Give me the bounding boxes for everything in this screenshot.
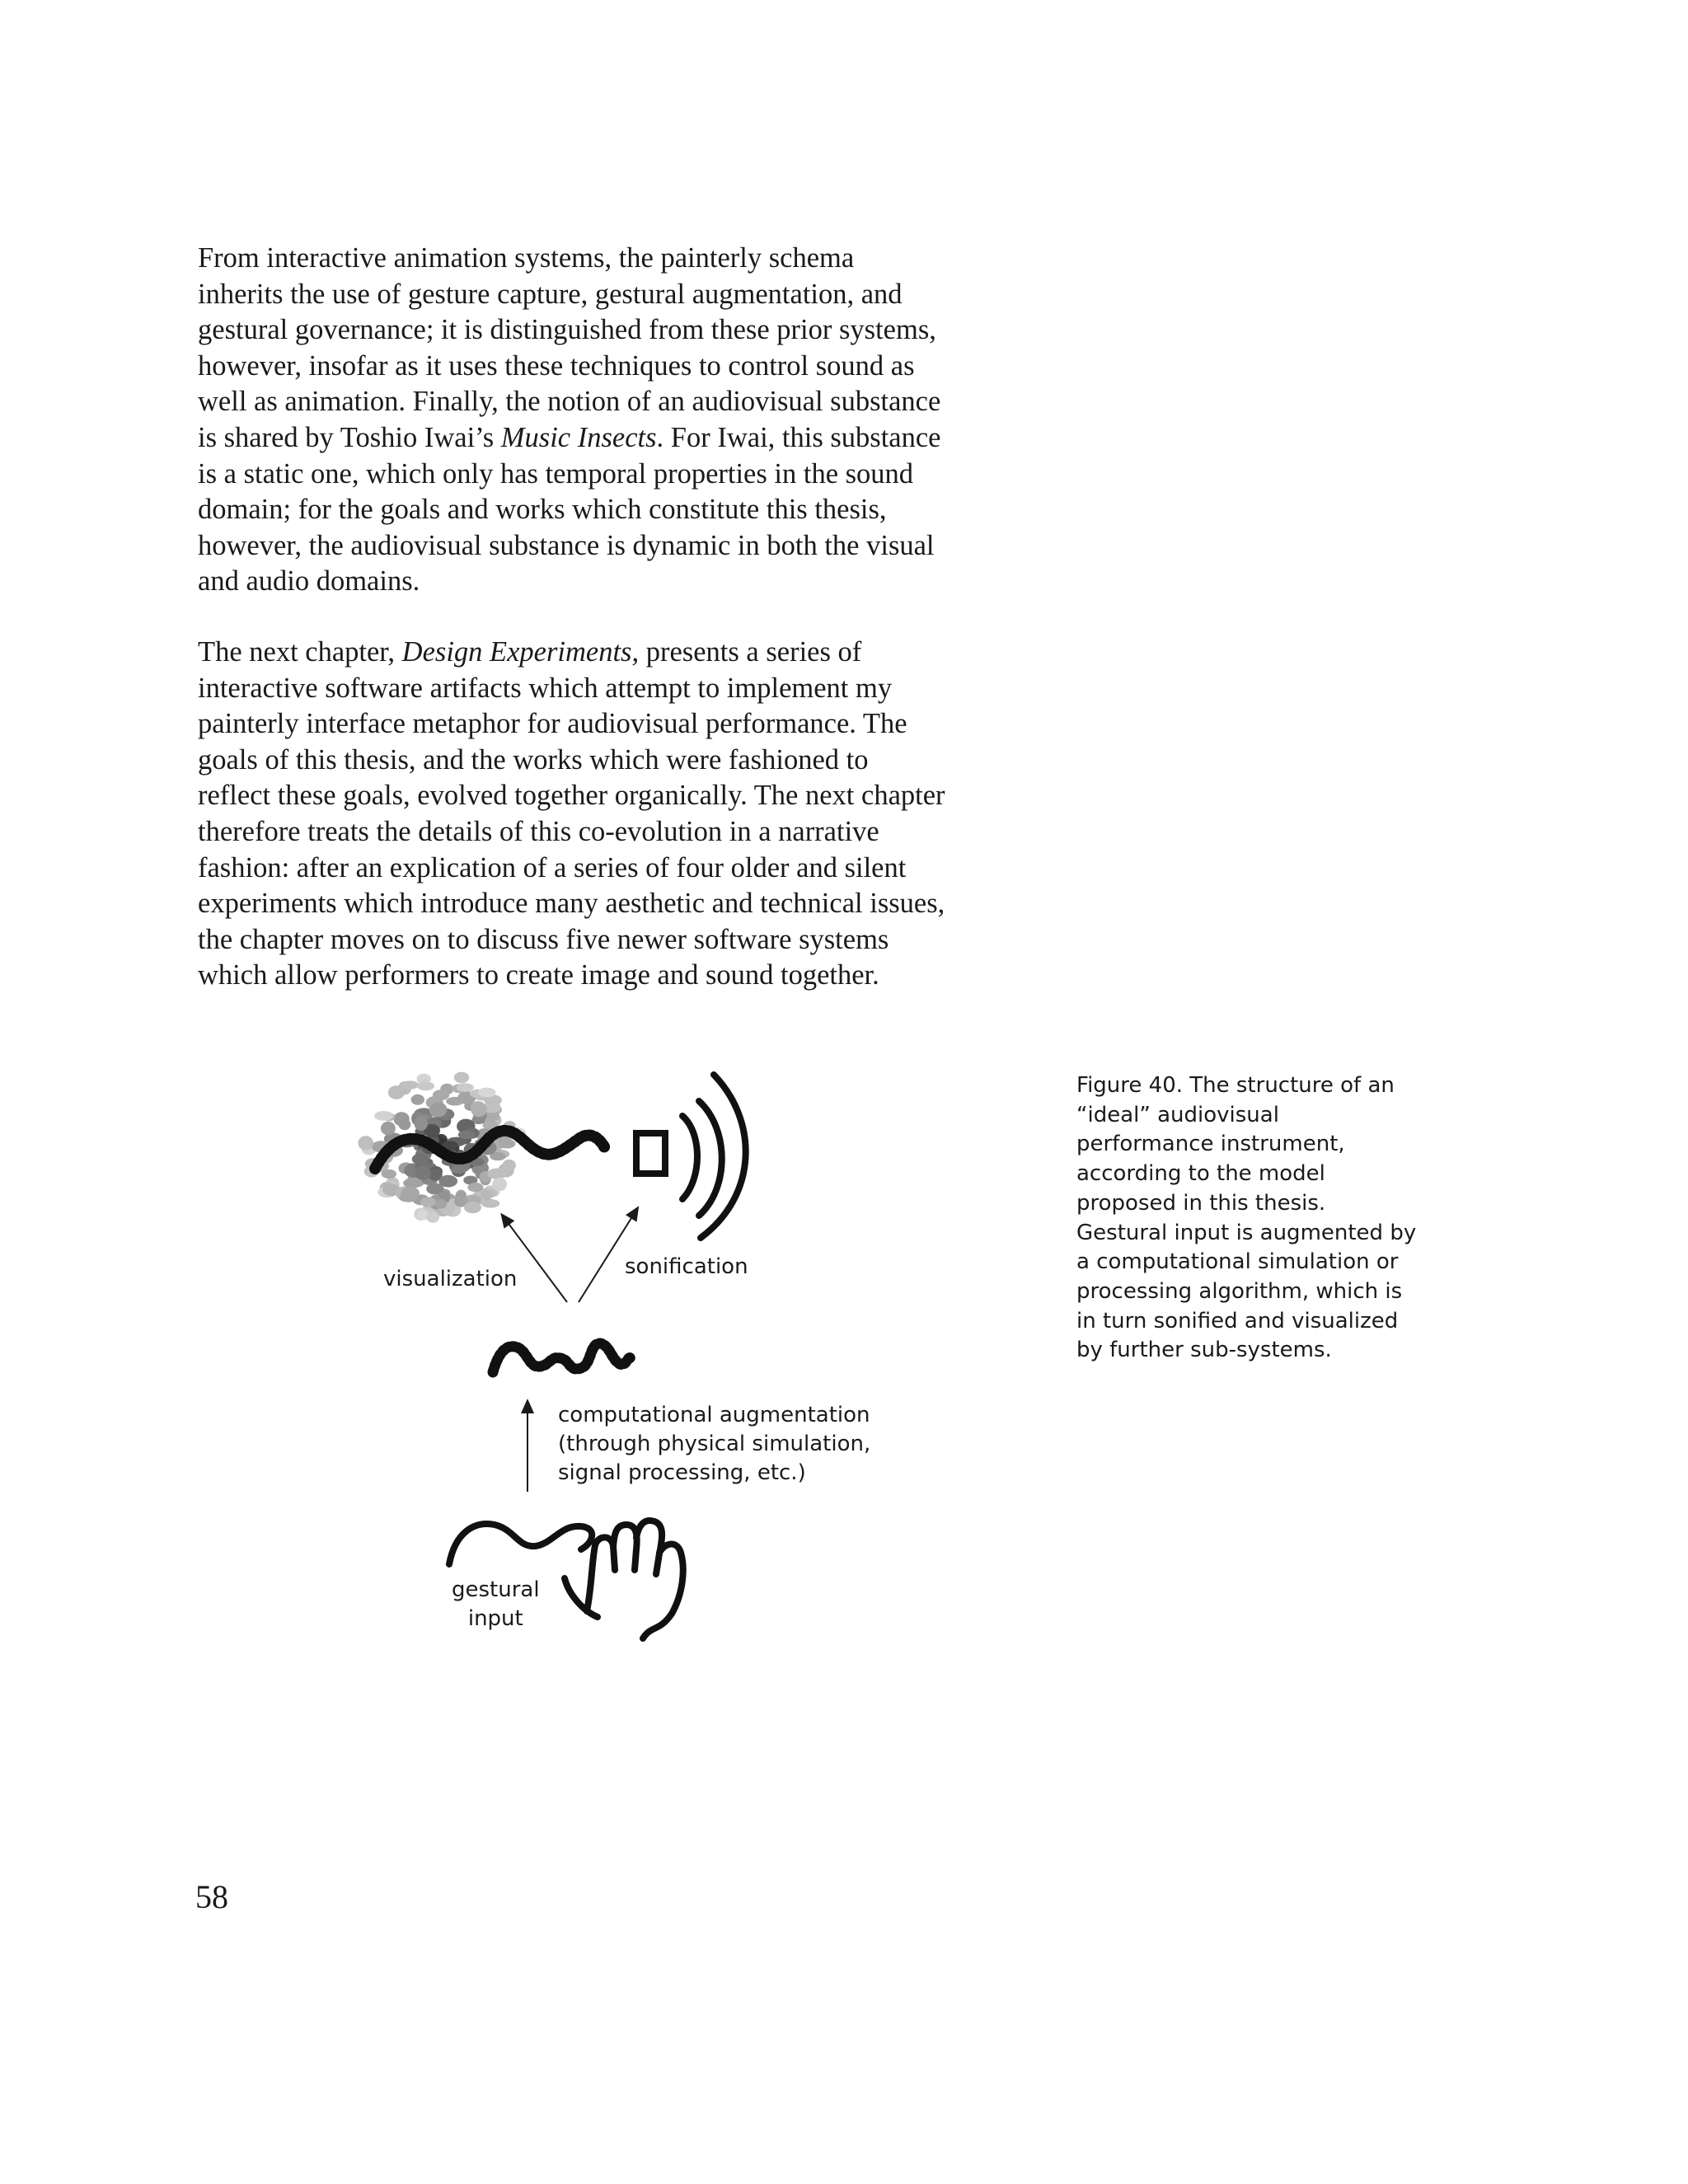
particle	[503, 1160, 516, 1171]
text-line: is a static one, which only has temporal properties in the sound	[198, 457, 914, 490]
caption-line: by further sub-systems.	[1076, 1338, 1332, 1363]
label-line: input	[467, 1606, 523, 1631]
text-line: interactive software artifacts which attempt to implement my	[198, 672, 893, 704]
particle	[415, 1166, 431, 1180]
particle	[457, 1083, 474, 1092]
particle	[471, 1103, 487, 1117]
caption-line: Gestural input is augmented by	[1076, 1220, 1417, 1245]
italic-title: Design Experiments,	[401, 636, 640, 668]
particle	[398, 1119, 410, 1131]
particle	[435, 1199, 447, 1209]
caption-line: “ideal” audiovisual	[1076, 1102, 1279, 1127]
particle	[382, 1169, 396, 1179]
text-line: which allow performers to create image and sound together.	[198, 959, 879, 991]
text-line: domain; for the goals and works which constitute this thesis,	[198, 494, 887, 526]
particle	[381, 1122, 396, 1136]
particle	[401, 1080, 420, 1089]
gestural-input-label	[452, 1576, 540, 1633]
hand-icon	[565, 1521, 683, 1638]
particle	[417, 1081, 434, 1090]
label-line: (through physical simulation,	[558, 1432, 871, 1456]
particle	[467, 1183, 483, 1192]
particle	[358, 1136, 373, 1150]
text-line: experiments which introduce many aesthetic and technical issues,	[198, 888, 945, 920]
text-line: the chapter moves on to discuss five newer software systems	[198, 923, 889, 955]
particle	[481, 1199, 499, 1208]
italic-title: Music Insects	[500, 421, 657, 453]
text-line: inherits the use of gesture capture, gestural augmentation, and	[198, 278, 903, 310]
text-line: From interactive animation systems, the painterly schema	[198, 242, 855, 274]
label-line: gestural	[452, 1577, 540, 1602]
sound-wave-1	[682, 1116, 697, 1199]
text-line: and audio domains.	[198, 565, 420, 598]
speaker-box	[636, 1133, 665, 1174]
text-line: painterly interface metaphor for audiovisual performance. The	[198, 708, 907, 740]
particle	[426, 1212, 439, 1223]
particle	[429, 1103, 445, 1118]
particle	[450, 1165, 467, 1174]
particle	[454, 1072, 470, 1084]
text-line: goals of this thesis, and the works which were fashioned to	[198, 743, 869, 776]
speaker-icon	[636, 1075, 746, 1238]
label-line: computational augmentation	[558, 1403, 870, 1427]
text-run: is shared by Toshio Iwai’s	[198, 421, 501, 453]
caption-line: performance instrument,	[1076, 1132, 1345, 1157]
text-run: . For Iwai, this substance	[656, 421, 941, 453]
augmentation-label	[558, 1401, 870, 1488]
augmented-signal-icon	[493, 1343, 631, 1372]
particle	[492, 1178, 507, 1192]
sound-wave-2	[699, 1101, 722, 1216]
text-line: gestural governance; it is distinguished from these prior systems,	[198, 314, 936, 346]
gesture-wave	[449, 1524, 592, 1564]
caption-line: a computational simulation or	[1076, 1249, 1399, 1275]
visualization-label: visualization	[383, 1267, 518, 1291]
particle	[388, 1085, 405, 1099]
text-line: fashion: after an explication of a series of four older and silent	[198, 851, 907, 883]
text-line: well as animation. Finally, the notion of an audiovisual substance	[198, 386, 941, 418]
particle	[487, 1169, 507, 1179]
text-line: however, the audiovisual substance is dynamic in both the visual	[198, 529, 935, 561]
visualization-icon	[358, 1072, 606, 1223]
text-line: reflect these goals, evolved together organically. The next chapter	[198, 780, 945, 812]
particle	[464, 1202, 481, 1213]
caption-line: in turn sonified and visualized	[1076, 1308, 1399, 1333]
particle	[478, 1088, 496, 1098]
particle	[411, 1094, 424, 1105]
text-run: presents a series of	[639, 636, 862, 668]
label-line: signal processing, etc.)	[558, 1460, 806, 1485]
particle	[481, 1190, 493, 1200]
particle	[438, 1175, 457, 1188]
text-line: however, insofar as it uses these techniques to control sound as	[198, 349, 915, 382]
particle	[403, 1179, 422, 1188]
particle	[458, 1131, 476, 1139]
text-run: The next chapter,	[198, 636, 402, 668]
caption-line: according to the model	[1076, 1161, 1325, 1187]
particle	[415, 1117, 428, 1131]
figure-caption	[1076, 1071, 1423, 1366]
sonification-label: sonification	[625, 1254, 748, 1279]
particle	[399, 1193, 418, 1202]
caption-line: processing algorithm, which is	[1076, 1278, 1403, 1304]
particle	[420, 1197, 436, 1207]
particle	[412, 1154, 429, 1165]
page-number: 58	[195, 1878, 228, 1915]
text-line: therefore treats the details of this co-evolution in a narrative	[198, 815, 879, 847]
particle	[374, 1111, 393, 1121]
caption-line: proposed in this thesis.	[1076, 1190, 1326, 1216]
caption-line: Figure 40. The structure of an	[1076, 1073, 1395, 1098]
